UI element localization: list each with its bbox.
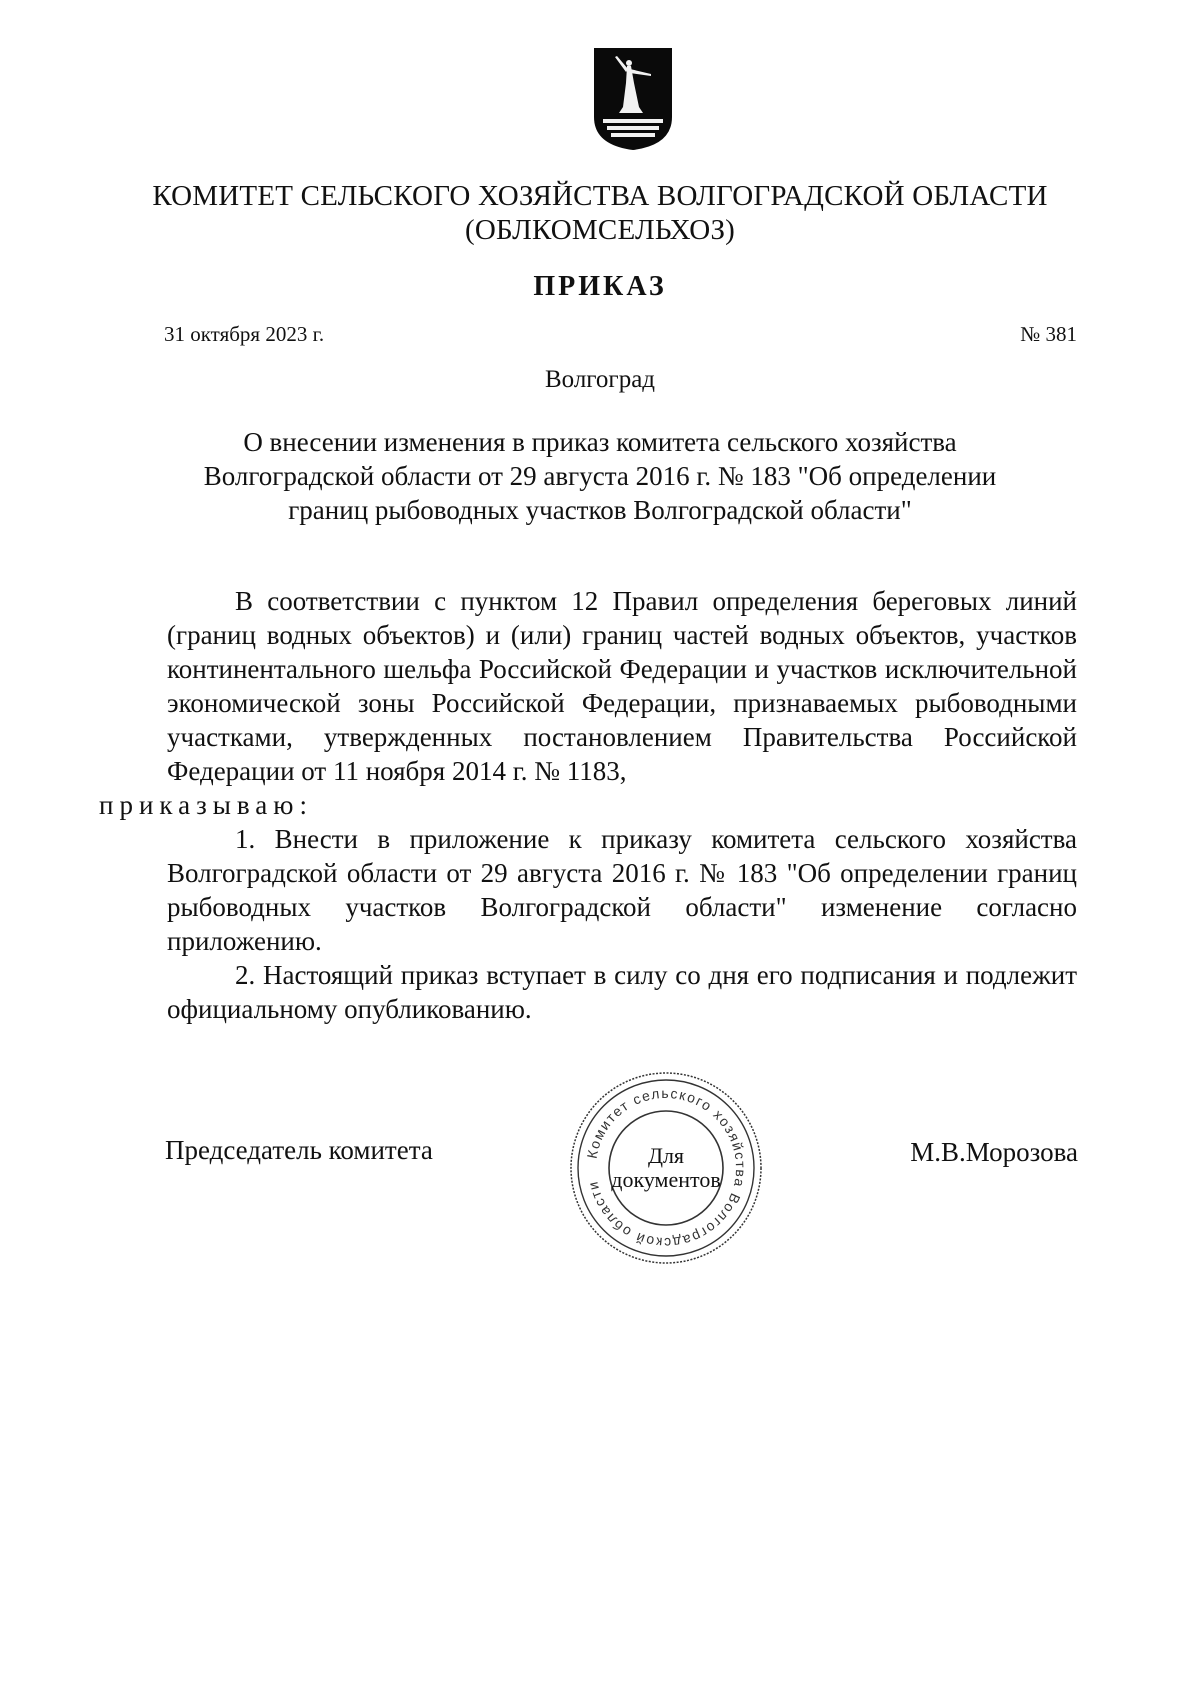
stamp-line-1: Для: [647, 1143, 685, 1168]
signatory-position: Председатель комитета: [165, 1135, 433, 1165]
document-city: Волгоград: [544, 366, 656, 393]
document-subject: [150, 425, 1050, 527]
document-number: № 381: [1020, 322, 1077, 346]
subject-line: Волгоградской области от 29 августа 2016 г. № 183 "Об определении: [203, 461, 997, 491]
item-2-paragraph: 2. Настоящий приказ вступает в силу со дня его подписания и подлежит официальному опубликованию.: [167, 960, 1077, 1024]
document-type: ПРИКАЗ: [533, 271, 667, 302]
stamp-center-text: [568, 1070, 764, 1266]
organization-name: КОМИТЕТ СЕЛЬСКОГО ХОЗЯЙСТВА ВОЛГОГРАДСКОЙ ОБЛАСТИ: [152, 180, 1048, 212]
item-1-paragraph: 1. Внести в приложение к приказу комитета сельского хозяйства Волгоградской области от 29 августа 2016 г. № 183 "Об определении границ рыбоводных участков Волгоградской области" изменение согласно приложению.: [167, 824, 1077, 956]
document-date: 31 октября 2023 г.: [164, 322, 325, 346]
preamble-paragraph: [99, 584, 1077, 822]
subject-line: О внесении изменения в приказ комитета сельского хозяйства: [243, 427, 957, 457]
coat-of-arms-icon: [593, 47, 673, 151]
document-body: [99, 584, 1077, 1026]
subject-line: границ рыбоводных участков Волгоградской области": [288, 495, 912, 525]
preamble-text: В соответствии с пунктом 12 Правил определения береговых линий (границ водных объектов) и (или) границ частей водных объектов, участков континентального шельфа Российской Федерации и участков исключительной экономической зоны Российской Федерации, признаваемых рыбоводными участками, утвержденных постановлением Правительства Российской Федерации от 11 ноября 2014 г. № 1183,: [167, 586, 1077, 786]
stamp-ring-text: Комитет сельского хозяйства Волгоградской области: [583, 1084, 750, 1252]
official-stamp: [568, 1070, 764, 1266]
stamp-line-2: документов: [611, 1167, 721, 1192]
order-word: приказываю:: [99, 790, 313, 820]
organization-abbreviation: (ОБЛКОМСЕЛЬХОЗ): [464, 214, 736, 246]
signatory-name: М.В.Морозова: [910, 1137, 1078, 1167]
